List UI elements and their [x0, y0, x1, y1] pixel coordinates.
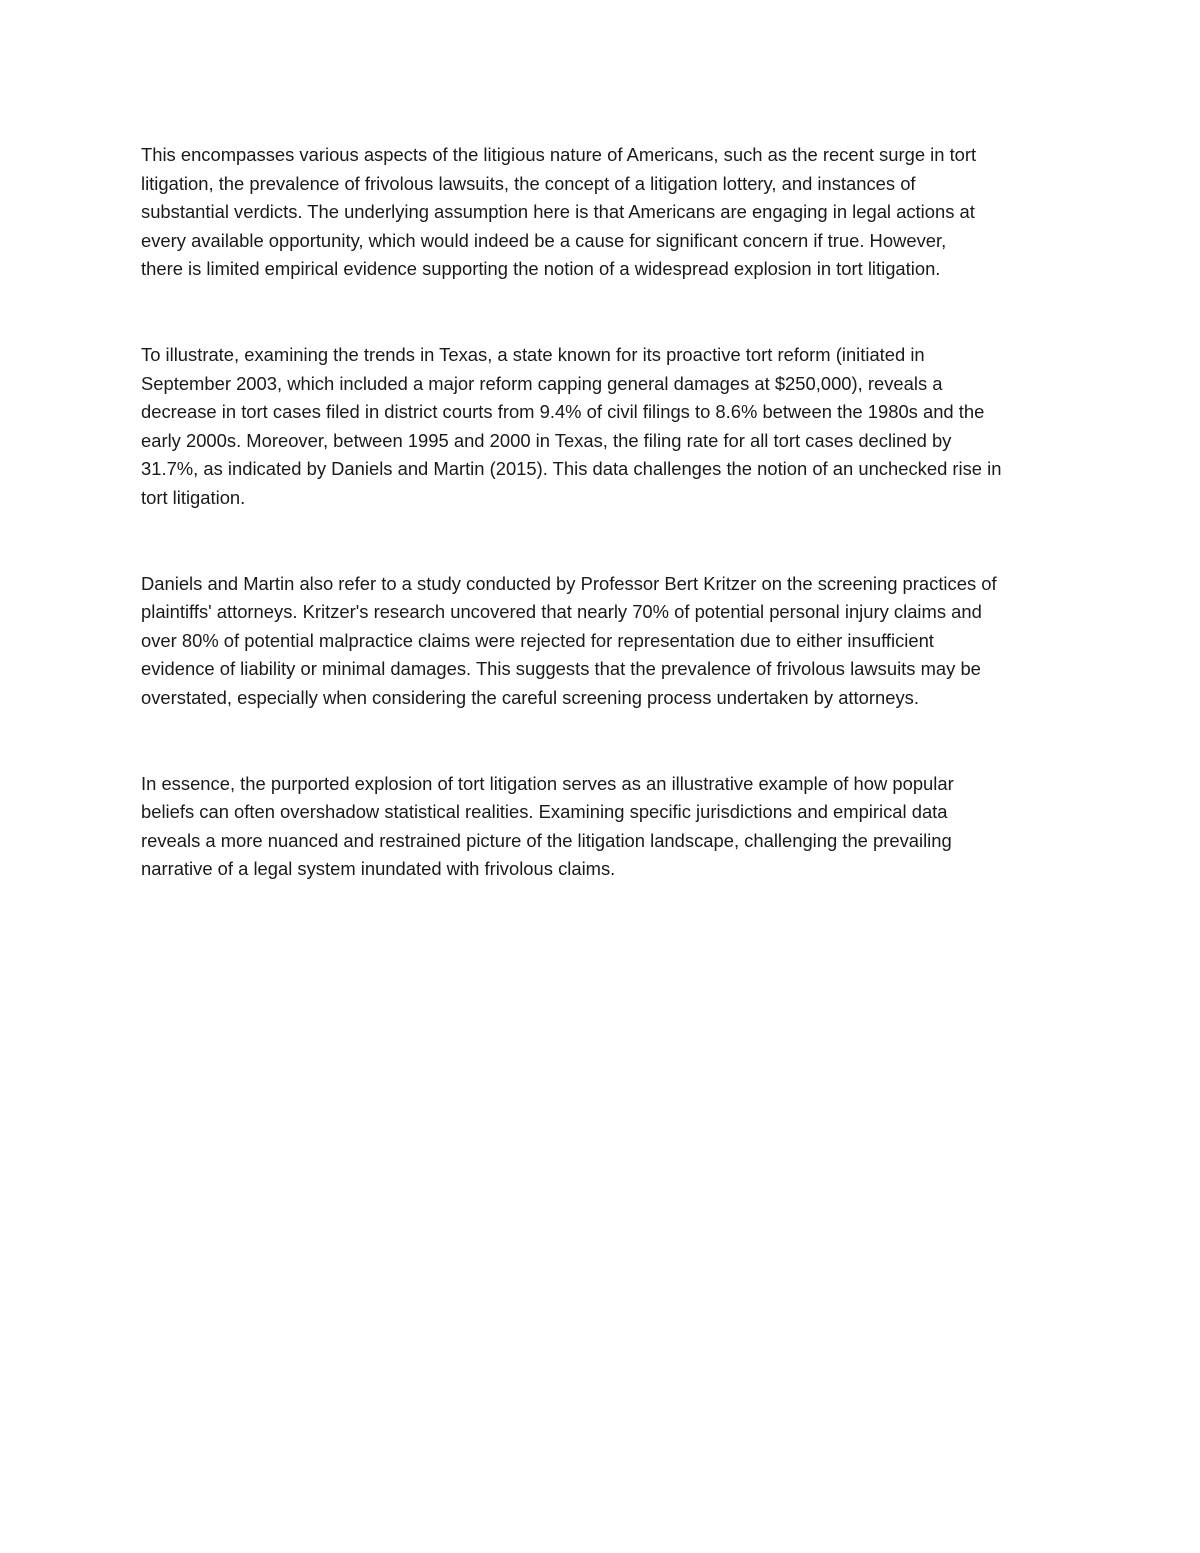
paragraph-line: plaintiffs' attorneys. Kritzer's research uncovered that nearly 70% of potential personal injury claims and — [141, 601, 982, 623]
document-body — [141, 141, 1066, 941]
paragraph-line: September 2003, which included a major reform capping general damages at $250,000), reveals a — [141, 372, 943, 394]
paragraph-line: early 2000s. Moreover, between 1995 and 2000 in Texas, the filing rate for all tort cases declined by — [141, 429, 952, 451]
paragraph-line: beliefs can often overshadow statistical realities. Examining specific jurisdictions and empirical data — [141, 801, 948, 823]
paragraph-line: Daniels and Martin also refer to a study conducted by Professor Bert Kritzer on the screening practices of — [141, 572, 997, 594]
paragraph-line: substantial verdicts. The underlying assumption here is that Americans are engaging in legal actions at — [141, 201, 975, 223]
paragraph-3 — [141, 570, 1066, 713]
paragraph-line: narrative of a legal system inundated with frivolous claims. — [141, 858, 616, 880]
paragraph-line: This encompasses various aspects of the litigious nature of Americans, such as the recent surge in tort — [141, 144, 977, 165]
paragraph-line: To illustrate, examining the trends in Texas, a state known for its proactive tort reform (initiated in — [141, 343, 925, 365]
paragraph-line: litigation, the prevalence of frivolous lawsuits, the concept of a litigation lottery, and instances of — [141, 172, 916, 194]
paragraph-line: In essence, the purported explosion of tort litigation serves as an illustrative example of how popular — [141, 772, 954, 794]
paragraph-line: there is limited empirical evidence supporting the notion of a widespread explosion in tort litigation. — [141, 258, 941, 280]
paragraph-line: decrease in tort cases filed in district courts from 9.4% of civil filings to 8.6% between the 1980s and the — [141, 401, 985, 423]
paragraph-line: reveals a more nuanced and restrained picture of the litigation landscape, challenging the prevailing — [141, 829, 952, 851]
paragraph-2 — [141, 341, 1066, 513]
paragraph-line: 31.7%, as indicated by Daniels and Martin (2015). This data challenges the notion of an unchecked rise in — [141, 458, 1002, 480]
paragraph-line: tort litigation. — [141, 486, 246, 508]
paragraph-4 — [141, 770, 1066, 884]
paragraph-line: evidence of liability or minimal damages. This suggests that the prevalence of frivolous lawsuits may be — [141, 658, 981, 680]
paragraph-line: every available opportunity, which would indeed be a cause for significant concern if true. However, — [141, 229, 947, 251]
paragraph-line: over 80% of potential malpractice claims were rejected for representation due to either insufficient — [141, 629, 934, 651]
paragraph-1 — [141, 141, 1066, 284]
paragraph-line: overstated, especially when considering the careful screening process undertaken by attorneys. — [141, 686, 919, 708]
